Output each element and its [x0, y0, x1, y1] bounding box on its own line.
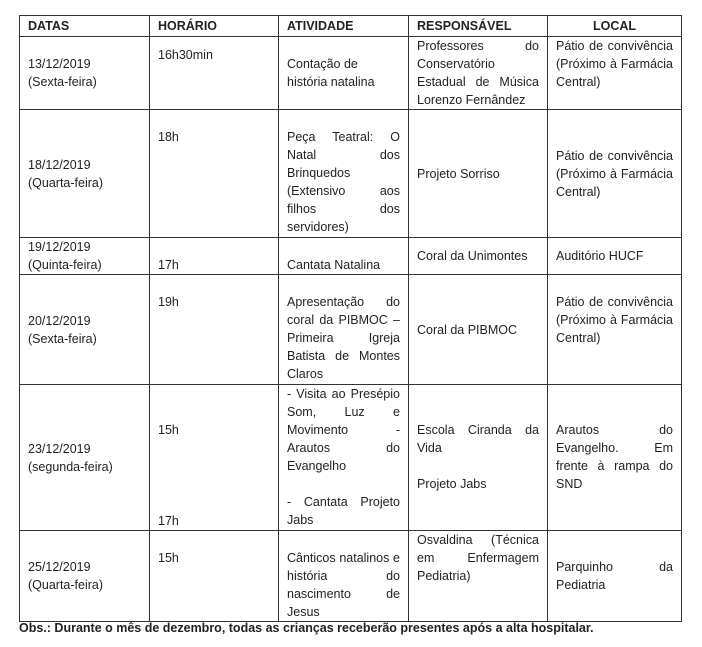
responsible: Coral da Unimontes: [417, 249, 528, 263]
date-cell: [20, 275, 150, 385]
local: Parquinho da Pediatria: [556, 560, 673, 592]
table-row: [20, 275, 682, 385]
activity-cell: [279, 238, 409, 275]
local-cell: [548, 37, 682, 110]
weekday: (Quarta-feira): [28, 175, 104, 190]
activity-cell: [279, 37, 409, 110]
time-second: 17h: [158, 514, 179, 528]
responsible-cell: [409, 531, 548, 622]
time-cell: [150, 385, 279, 531]
activity: Apresentação do coral da PIBMOC – Primeira Igreja Batista de Montes Claros: [287, 295, 400, 381]
responsible-cell: [409, 37, 548, 110]
time: 18h: [158, 130, 179, 144]
time-cell: [150, 37, 279, 110]
local-cell: [548, 385, 682, 531]
date: 20/12/2019: [28, 313, 91, 328]
time: 16h30min: [158, 48, 213, 62]
date: 19/12/2019: [28, 240, 91, 254]
table-row: [20, 385, 682, 531]
responsible-cell: [409, 110, 548, 238]
responsible: Professores do Conservatório Estadual de Música Lorenzo Fernândez: [417, 39, 539, 107]
date-cell: [20, 110, 150, 238]
table-row: [20, 110, 682, 238]
date-cell: [20, 531, 150, 622]
activity-second: - Cantata Projeto Jabs: [287, 495, 400, 527]
table-row: [20, 238, 682, 275]
schedule-table: [19, 15, 682, 622]
activity: Cânticos natalinos e história do nascimento de Jesus: [287, 551, 400, 619]
responsible-cell: [409, 385, 548, 531]
activity-cell: [279, 110, 409, 238]
weekday: (Sexta-feira): [28, 75, 97, 89]
date: 13/12/2019: [28, 57, 91, 71]
local: Pátio de convivência (Próximo à Farmácia Central): [556, 39, 673, 89]
header-datas: DATAS: [20, 16, 150, 37]
responsible: Osvaldina (Técnica em Enfermagem Pediatria): [417, 533, 539, 583]
activity-cell: [279, 275, 409, 385]
time-cell: [150, 238, 279, 275]
header-local: LOCAL: [548, 16, 682, 37]
local: Pátio de convivência (Próximo à Farmácia Central): [556, 148, 673, 199]
time: 19h: [158, 295, 179, 309]
weekday: (Quinta-feira): [28, 258, 102, 272]
time: 15h: [158, 423, 179, 437]
responsible-cell: [409, 238, 548, 275]
responsible: Projeto Sorriso: [417, 166, 500, 181]
header-responsavel: RESPONSÁVEL: [409, 16, 548, 37]
weekday: (segunda-feira): [28, 459, 113, 474]
activity-cell: [279, 385, 409, 531]
local: Pátio de convivência (Próximo à Farmácia Central): [556, 295, 673, 345]
time-cell: [150, 275, 279, 385]
time: 17h: [158, 258, 179, 272]
activity: Peça Teatral: O Natal dos Brinquedos (Extensivo aos filhos dos servidores): [287, 130, 400, 234]
responsible: Escola Ciranda da Vida: [417, 423, 539, 455]
responsible-cell: [409, 275, 548, 385]
table-row: [20, 37, 682, 110]
header-row: [20, 16, 682, 37]
date-cell: [20, 238, 150, 275]
time: 15h: [158, 551, 179, 565]
date: 25/12/2019: [28, 560, 91, 574]
activity: Contação de história natalina: [287, 57, 375, 89]
local-cell: [548, 110, 682, 238]
responsible: Coral da PIBMOC: [417, 322, 518, 337]
date: 18/12/2019: [28, 157, 91, 172]
local: Arautos do Evangelho. Em frente à rampa do SND: [556, 423, 673, 491]
time-cell: [150, 531, 279, 622]
responsible-second: Projeto Jabs: [417, 477, 487, 491]
activity-cell: [279, 531, 409, 622]
local-cell: [548, 238, 682, 275]
weekday: (Quarta-feira): [28, 578, 104, 592]
activity: - Visita ao Presépio Som, Luz e Movimento - Arautos do Evangelho: [287, 387, 400, 473]
weekday: (Sexta-feira): [28, 331, 97, 346]
local-cell: [548, 275, 682, 385]
date: 23/12/2019: [28, 441, 91, 456]
date-cell: [20, 385, 150, 531]
table-row: [20, 531, 682, 622]
local-cell: [548, 531, 682, 622]
time-cell: [150, 110, 279, 238]
observation-note: Obs.: Durante o mês de dezembro, todas as crianças receberão presentes após a alta hospitalar.: [19, 621, 594, 635]
header-horario: HORÁRIO: [150, 16, 279, 37]
header-atividade: ATIVIDADE: [279, 16, 409, 37]
activity: Cantata Natalina: [287, 258, 381, 272]
date-cell: [20, 37, 150, 110]
local: Auditório HUCF: [556, 249, 644, 263]
